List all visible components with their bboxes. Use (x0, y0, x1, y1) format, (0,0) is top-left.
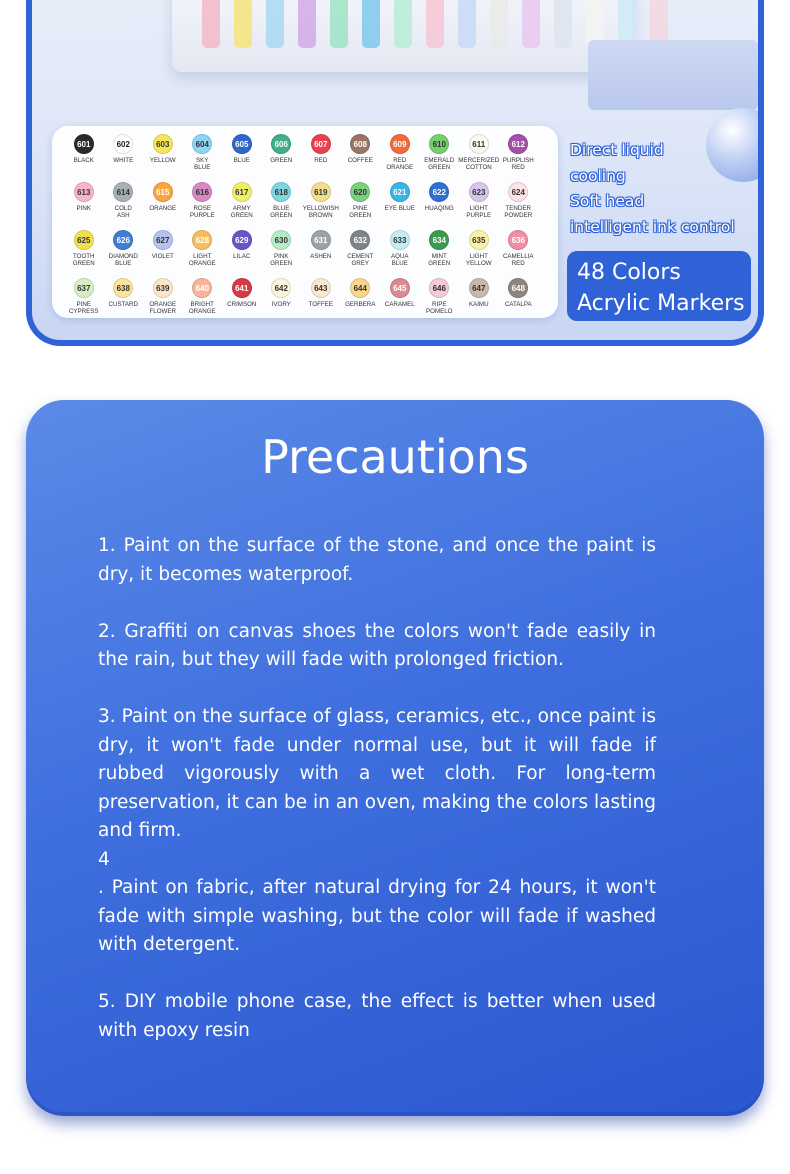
swatch-name: WHITE (113, 157, 134, 164)
swatch-name: RED (314, 157, 328, 164)
swatch-name: EMERALD GREEN (424, 157, 455, 171)
marker-cap (522, 0, 540, 48)
swatch-code: 619 (311, 182, 331, 202)
swatch-name: KAIMU (468, 301, 489, 308)
swatch-code: 638 (113, 278, 133, 298)
swatch-code: 621 (390, 182, 410, 202)
color-swatch (222, 278, 262, 326)
color-swatch (143, 230, 183, 278)
swatch-name: VIOLET (151, 253, 174, 260)
color-swatch (104, 182, 144, 230)
color-swatch (420, 230, 460, 278)
swatch-name: COFFEE (347, 157, 373, 164)
swatch-code: 602 (113, 134, 133, 154)
color-swatch (301, 278, 341, 326)
swatch-code: 632 (350, 230, 370, 250)
color-swatch (104, 230, 144, 278)
color-swatch (64, 182, 104, 230)
swatch-code: 623 (469, 182, 489, 202)
color-swatch (341, 278, 381, 326)
precaution-item-5: 5. DIY mobile phone case, the effect is better when used with epoxy resin (98, 991, 656, 1041)
feature-text: Direct liquid (570, 141, 664, 159)
marker-cap (234, 0, 252, 48)
swatch-name: PINK (76, 205, 91, 212)
color-swatch (143, 182, 183, 230)
swatch-code: 630 (271, 230, 291, 250)
swatch-name: CAMELLIA RED (502, 253, 534, 267)
swatch-code: 645 (390, 278, 410, 298)
color-chart-card (52, 126, 558, 318)
swatch-name: SKY BLUE (194, 157, 211, 171)
color-swatch-grid (64, 134, 538, 326)
color-swatch (341, 230, 381, 278)
swatch-code: 617 (232, 182, 252, 202)
swatch-name: EYE BLUE (384, 205, 415, 212)
swatch-code: 616 (192, 182, 212, 202)
swatch-name: CATALPA (504, 301, 532, 308)
swatch-name: ORANGE (149, 205, 177, 212)
feature-text: Soft head (570, 192, 645, 210)
marker-cap (426, 0, 444, 48)
color-swatch (301, 230, 341, 278)
product-image-panel (26, 0, 764, 346)
color-swatch (183, 182, 223, 230)
swatch-code: 639 (153, 278, 173, 298)
swatch-code: 610 (429, 134, 449, 154)
swatch-name: LILAC (233, 253, 251, 260)
swatch-code: 606 (271, 134, 291, 154)
badge-line-1: 48 Colors (577, 260, 681, 285)
display-pedestal (588, 40, 758, 110)
swatch-name: TOOTH GREEN (72, 253, 95, 267)
color-swatch (499, 230, 539, 278)
precautions-panel (26, 400, 764, 1116)
swatch-name: IVORY (271, 301, 291, 308)
swatch-name: LIGHT ORANGE (188, 253, 216, 267)
swatch-code: 607 (311, 134, 331, 154)
color-swatch (64, 230, 104, 278)
swatch-code: 605 (232, 134, 252, 154)
swatch-code: 624 (508, 182, 528, 202)
swatch-name: CUSTARD (108, 301, 138, 308)
color-swatch (143, 278, 183, 326)
color-swatch (64, 134, 104, 182)
swatch-code: 641 (232, 278, 252, 298)
swatch-name: BLUE GREEN (270, 205, 293, 219)
color-swatch (380, 230, 420, 278)
precautions-body (98, 532, 656, 1045)
swatch-code: 614 (113, 182, 133, 202)
marker-cap (298, 0, 316, 48)
swatch-code: 628 (192, 230, 212, 250)
swatch-code: 626 (113, 230, 133, 250)
precaution-item-2: 2. Graffiti on canvas shoes the colors won't fade easily in the rain, but they will fade with prolonged friction. (98, 620, 656, 670)
swatch-name: DIAMOND BLUE (108, 253, 138, 267)
color-swatch (420, 182, 460, 230)
swatch-name: PURPLISH RED (502, 157, 534, 171)
marker-cap (490, 0, 508, 48)
marker-cap (330, 0, 348, 48)
color-swatch (262, 182, 302, 230)
swatch-name: PINK GREEN (270, 253, 293, 267)
swatch-code: 644 (350, 278, 370, 298)
color-swatch (183, 230, 223, 278)
swatch-code: 611 (469, 134, 489, 154)
swatch-name: GREEN (270, 157, 293, 164)
swatch-name: CARAMEL (384, 301, 415, 308)
swatch-name: BLACK (73, 157, 94, 164)
swatch-name: MERCERIZED COTTON (458, 157, 500, 171)
color-swatch (183, 278, 223, 326)
color-swatch (499, 182, 539, 230)
swatch-code: 622 (429, 182, 449, 202)
swatch-code: 629 (232, 230, 252, 250)
swatch-name: PINE CYPRESS (68, 301, 99, 315)
color-swatch (341, 134, 381, 182)
swatch-name: AQUA BLUE (390, 253, 409, 267)
color-swatch (262, 230, 302, 278)
swatch-name: BRIGHT ORANGE (188, 301, 216, 315)
product-badge (567, 251, 751, 321)
color-swatch (459, 278, 499, 326)
swatch-code: 643 (311, 278, 331, 298)
swatch-code: 620 (350, 182, 370, 202)
color-swatch (499, 278, 539, 326)
swatch-name: YELLOW (149, 157, 176, 164)
color-swatch (183, 134, 223, 182)
swatch-name: LIGHT YELLOW (465, 253, 492, 267)
precaution-item-4: . Paint on fabric, after natural drying for 24 hours, it won't fade with simple washing, but the color will fade if washed with detergent. (98, 877, 656, 955)
color-swatch (459, 230, 499, 278)
color-swatch (222, 230, 262, 278)
swatch-name: BLUE (233, 157, 250, 164)
swatch-code: 604 (192, 134, 212, 154)
feature-list (570, 138, 764, 240)
swatch-code: 642 (271, 278, 291, 298)
color-swatch (420, 134, 460, 182)
swatch-code: 615 (153, 182, 173, 202)
swatch-name: COLD ASH (114, 205, 132, 219)
color-swatch (459, 134, 499, 182)
color-swatch (104, 278, 144, 326)
swatch-name: YELLOWISH BROWN (302, 205, 339, 219)
marker-cap (266, 0, 284, 48)
swatch-code: 646 (429, 278, 449, 298)
swatch-code: 635 (469, 230, 489, 250)
swatch-code: 637 (74, 278, 94, 298)
marker-cap (362, 0, 380, 48)
precaution-item-1: 1. Paint on the surface of the stone, and once the paint is dry, it becomes waterproof. (98, 535, 656, 585)
color-swatch (380, 182, 420, 230)
swatch-name: ROSE PURPLE (189, 205, 215, 219)
color-swatch (499, 134, 539, 182)
swatch-code: 647 (469, 278, 489, 298)
color-swatch (222, 134, 262, 182)
swatch-code: 627 (153, 230, 173, 250)
swatch-code: 640 (192, 278, 212, 298)
marker-cap (394, 0, 412, 48)
color-swatch (459, 182, 499, 230)
color-swatch (262, 134, 302, 182)
precautions-title: Precautions (261, 430, 529, 484)
swatch-name: HUAQING (424, 205, 454, 212)
swatch-code: 636 (508, 230, 528, 250)
swatch-code: 625 (74, 230, 94, 250)
swatch-code: 608 (350, 134, 370, 154)
swatch-code: 633 (390, 230, 410, 250)
swatch-code: 609 (390, 134, 410, 154)
swatch-name: TENDER POWDER (504, 205, 533, 219)
color-swatch (143, 134, 183, 182)
color-swatch (420, 278, 460, 326)
marker-case-image (172, 0, 632, 72)
color-swatch (262, 278, 302, 326)
color-swatch (301, 134, 341, 182)
feature-text: cooling (570, 166, 626, 185)
marker-cap (458, 0, 476, 48)
swatch-name: MINT GREEN (428, 253, 451, 267)
color-swatch (380, 278, 420, 326)
swatch-name: ORANGE FLOWER (149, 301, 177, 315)
color-swatch (222, 182, 262, 230)
swatch-code: 631 (311, 230, 331, 250)
swatch-code: 601 (74, 134, 94, 154)
badge-line-2: Acrylic Markers (577, 291, 745, 316)
color-swatch (104, 134, 144, 182)
color-swatch (380, 134, 420, 182)
color-swatch (64, 278, 104, 326)
swatch-code: 613 (74, 182, 94, 202)
marker-cap (202, 0, 220, 48)
swatch-name: TOFFEE (308, 301, 333, 308)
feature-text: intelligent ink control (570, 217, 735, 236)
color-swatch (341, 182, 381, 230)
swatch-name: ASHEN (310, 253, 332, 260)
swatch-name: CRIMSON (227, 301, 257, 308)
swatch-name: PINE GREEN (349, 205, 372, 219)
precaution-item-3: 3. Paint on the surface of glass, ceramics, etc., once paint is dry, it won't fade under normal use, but it will fade if rubbed vigorously with a wet cloth. For long-term preservation, it can be in an oven, making the colors lasting and firm. (98, 706, 656, 841)
swatch-name: ARMY GREEN (230, 205, 253, 219)
swatch-name: LIGHT PURPLE (466, 205, 492, 219)
swatch-name: RIPE POMELO (426, 301, 453, 315)
marker-cap (554, 0, 572, 48)
swatch-code: 634 (429, 230, 449, 250)
precaution-item-4-number: 4 (98, 848, 110, 870)
swatch-code: 618 (271, 182, 291, 202)
swatch-code: 612 (508, 134, 528, 154)
swatch-name: CEMENT GREY (347, 253, 374, 267)
color-swatch (301, 182, 341, 230)
swatch-code: 603 (153, 134, 173, 154)
swatch-code: 648 (508, 278, 528, 298)
swatch-name: GERBERA (345, 301, 376, 308)
swatch-name: RED ORANGE (386, 157, 414, 171)
